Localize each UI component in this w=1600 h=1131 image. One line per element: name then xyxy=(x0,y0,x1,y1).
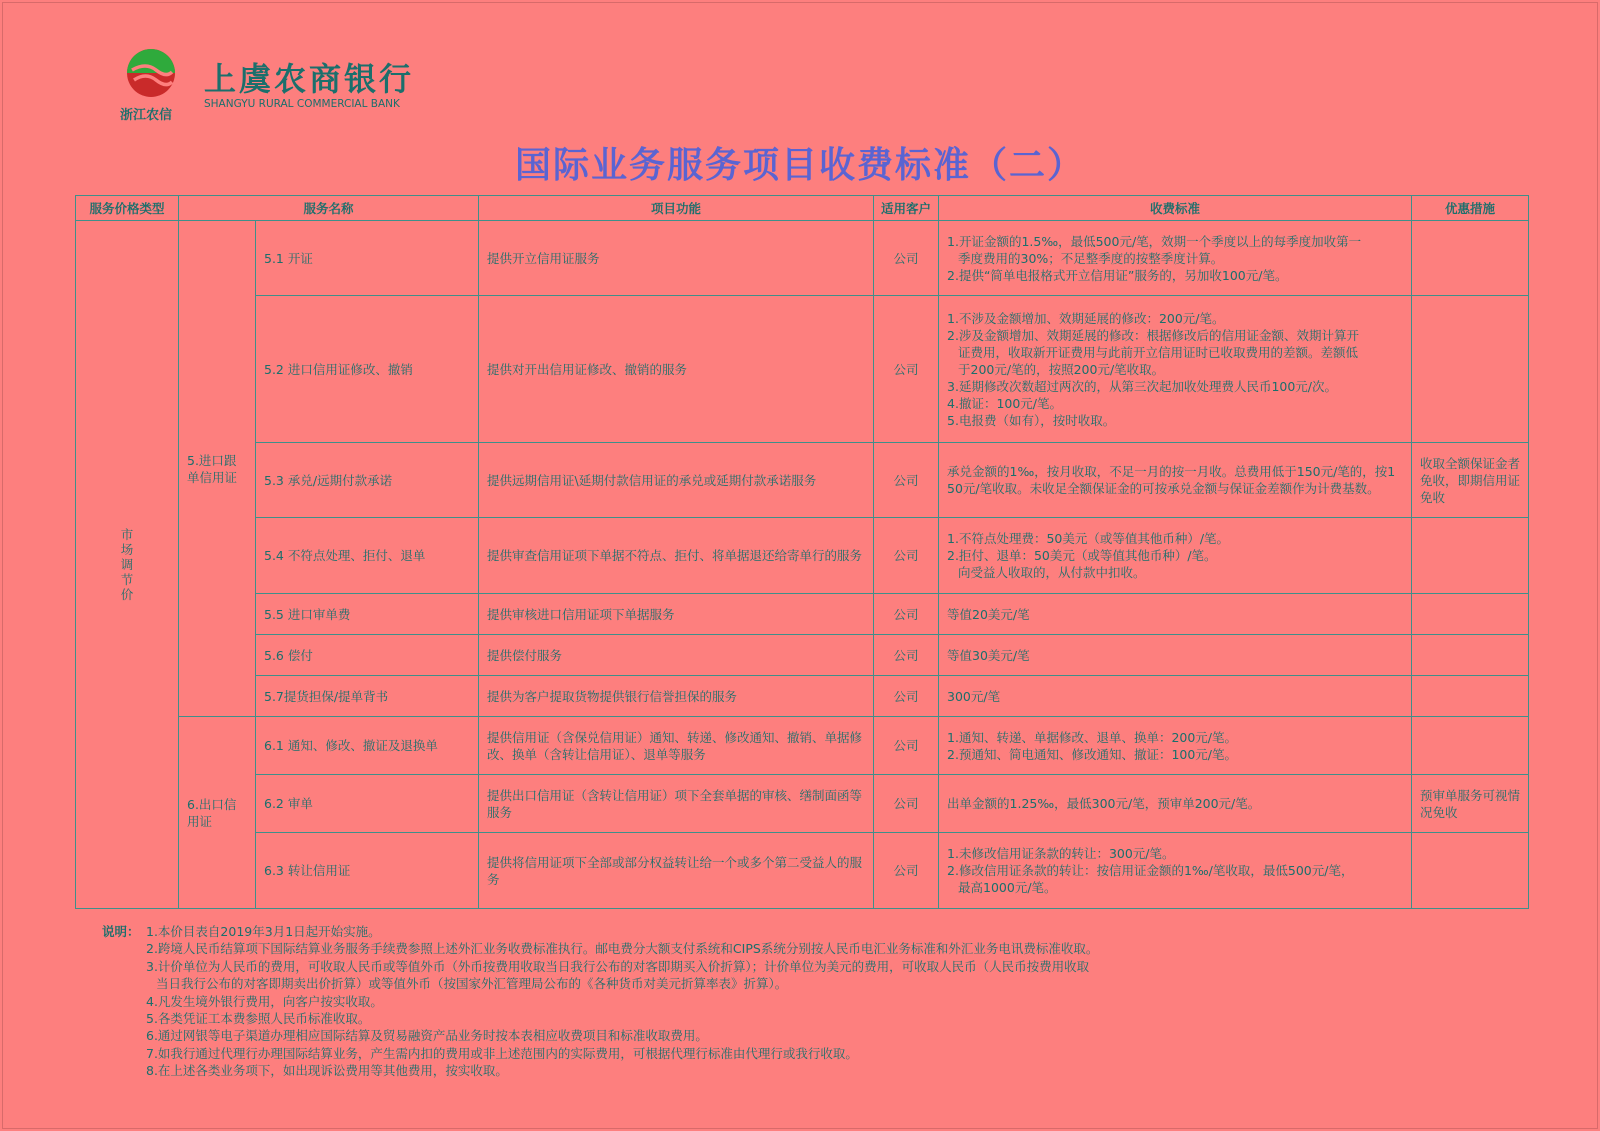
notes-label xyxy=(102,993,146,1010)
header-service-name: 服务名称 xyxy=(179,196,479,221)
table-header-row xyxy=(76,196,1529,221)
note-text: 5.各类凭证工本费参照人民币标准收取。 xyxy=(146,1011,371,1027)
customer-cell: 公司 xyxy=(874,635,939,676)
table-row xyxy=(76,833,1529,909)
note-item xyxy=(102,923,1522,940)
fee-line: 300元/笔 xyxy=(947,688,1001,704)
fee-line: 2.拒付、退单：50美元（或等值其他币种）/笔。 xyxy=(947,548,1217,563)
fee-line: 1.不符点处理费：50美元（或等值其他币种）/笔。 xyxy=(947,531,1230,546)
fee-cell xyxy=(939,221,1412,296)
note-item xyxy=(102,1062,1522,1079)
header-price-type: 服务价格类型 xyxy=(76,196,179,221)
notes-label xyxy=(102,1010,146,1027)
function-cell: 提供为客户提取货物提供银行信誉担保的服务 xyxy=(479,676,874,717)
page-title: 国际业务服务项目收费标准（二） xyxy=(514,144,1085,186)
fee-line: 证费用，收取新开证费用与此前开立信用证时已收取费用的差额。差额低 xyxy=(958,344,1359,360)
fee-cell xyxy=(939,833,1412,909)
fee-line: 等值30美元/笔 xyxy=(947,647,1030,663)
fee-line: 2.提供“简单电报格式开立信用证”服务的，另加收100元/笔。 xyxy=(947,267,1288,283)
notes-label xyxy=(102,975,146,992)
table-row xyxy=(76,594,1529,635)
fee-cell xyxy=(939,296,1412,443)
function-cell: 提供远期信用证\延期付款信用证的承兑或延期付款承诺服务 xyxy=(479,443,874,518)
function-cell: 提供出口信用证（含转让信用证）项下全套单据的审核、缮制面函等服务 xyxy=(479,775,874,833)
table-row xyxy=(76,518,1529,594)
function-cell: 提供审查信用证项下单据不符点、拒付、将单据退还给寄单行的服务 xyxy=(479,518,874,594)
header-discount: 优惠措施 xyxy=(1412,196,1529,221)
fee-line: 1.未修改信用证条款的转让：300元/笔。 xyxy=(947,846,1175,861)
fee-cell xyxy=(939,635,1412,676)
fee-line: 最高1000元/笔。 xyxy=(958,880,1057,895)
discount-cell xyxy=(1412,833,1529,909)
note-text: 7.如我行通过代理行办理国际结算业务，产生需内扣的费用或非上述范围内的实际费用，可根据代理行标准由代理行或我行收取。 xyxy=(146,1045,858,1061)
fee-line: 出单金额的1.25‰，最低300元/笔，预审单200元/笔。 xyxy=(947,796,1261,811)
fee-line: 等值20美元/笔 xyxy=(947,606,1030,622)
note-item xyxy=(102,940,1522,957)
note-item xyxy=(102,1027,1522,1044)
service-group-cell: 5.进口跟单信用证 xyxy=(179,221,256,717)
service-name-cell: 5.1 开证 xyxy=(256,221,479,296)
fee-line: 向受益人收取的，从付款中扣收。 xyxy=(958,565,1146,580)
fee-table xyxy=(75,195,1529,909)
bank-name-cn: 上虞农商银行 xyxy=(204,60,415,98)
note-text: 6.通过网银等电子渠道办理相应国际结算及贸易融资产品业务时按本表相应收费项目和标准收取费用。 xyxy=(146,1028,708,1044)
note-text: 1.本价目表自2019年3月1日起开始实施。 xyxy=(146,924,381,939)
fee-line: 1.通知、转递、单据修改、退单、换单：200元/笔。 xyxy=(947,729,1238,745)
fee-cell xyxy=(939,775,1412,833)
service-name-cell: 5.6 偿付 xyxy=(256,635,479,676)
fee-line: 4.撤证：100元/笔。 xyxy=(947,395,1063,411)
fee-table-body xyxy=(76,221,1529,909)
service-name-cell: 6.1 通知、修改、撤证及退换单 xyxy=(256,717,479,775)
note-item xyxy=(102,993,1522,1010)
note-text: 8.在上述各类业务项下，如出现诉讼费用等其他费用，按实收取。 xyxy=(146,1063,508,1079)
function-cell: 提供审核进口信用证项下单据服务 xyxy=(479,594,874,635)
customer-cell: 公司 xyxy=(874,296,939,443)
service-name-cell: 5.2 进口信用证修改、撤销 xyxy=(256,296,479,443)
fee-line: 2.涉及金额增加、效期延展的修改：根据修改后的信用证金额、效期计算开 xyxy=(947,327,1359,343)
logo-caption: 浙江农信 xyxy=(120,108,173,123)
discount-cell xyxy=(1412,676,1529,717)
service-name-cell: 5.7提货担保/提单背书 xyxy=(256,676,479,717)
function-cell: 提供将信用证项下全部或部分权益转让给一个或多个第二受益人的服务 xyxy=(479,833,874,909)
customer-cell: 公司 xyxy=(874,676,939,717)
service-name-cell: 6.3 转让信用证 xyxy=(256,833,479,909)
service-name-cell: 5.5 进口审单费 xyxy=(256,594,479,635)
fee-cell xyxy=(939,443,1412,518)
fee-line: 3.延期修改次数超过两次的，从第三次起加收处理费人民币100元/次。 xyxy=(947,378,1338,394)
customer-cell: 公司 xyxy=(874,518,939,594)
bank-name-en: SHANGYU RURAL COMMERCIAL BANK xyxy=(204,98,400,110)
table-row xyxy=(76,443,1529,518)
function-cell: 提供信用证（含保兑信用证）通知、转递、修改通知、撤销、单据修改、换单（含转让信用证）、退单等服务 xyxy=(479,717,874,775)
note-text: 当日我行公布的对客即期卖出价折算）或等值外币（按国家外汇管理局公布的《各种货币对美元折算率表》折算）。 xyxy=(156,976,788,992)
header-function: 项目功能 xyxy=(479,196,874,221)
function-cell: 提供对开出信用证修改、撤销的服务 xyxy=(479,296,874,443)
notes-section xyxy=(102,923,1522,1080)
fee-cell xyxy=(939,518,1412,594)
service-group-cell: 6.出口信用证 xyxy=(179,717,256,909)
notes-label: 说明： xyxy=(102,924,140,939)
fee-line: 1.开证金额的1.5‰，最低500元/笔，效期一个季度以上的每季度加收第一 xyxy=(947,233,1362,249)
header-customer: 适用客户 xyxy=(874,196,939,221)
fee-line: 5.电报费（如有），按时收取。 xyxy=(947,412,1116,428)
note-text: 4.凡发生境外银行费用，向客户按实收取。 xyxy=(146,993,383,1009)
fee-line: 于200元/笔的，按照200元/笔收取。 xyxy=(958,361,1165,377)
customer-cell: 公司 xyxy=(874,594,939,635)
service-name-cell: 5.4 不符点处理、拒付、退单 xyxy=(256,518,479,594)
fee-cell xyxy=(939,717,1412,775)
discount-cell xyxy=(1412,635,1529,676)
discount-cell xyxy=(1412,518,1529,594)
note-item xyxy=(102,1045,1522,1062)
note-item xyxy=(102,975,1522,992)
note-item xyxy=(102,958,1522,975)
table-row xyxy=(76,635,1529,676)
notes-label xyxy=(102,1045,146,1062)
note-text: 3.计价单位为人民币的费用，可收取人民币或等值外币（外币按费用收取当日我行公布的对客即期买入价折算）；计价单位为美元的费用，可收取人民币（人民币按费用收取 xyxy=(146,958,1090,974)
note-text: 2.跨境人民币结算项下国际结算业务服务手续费参照上述外汇业务收费标准执行。邮电费分大额支付系统和CIPS系统分别按人民币电汇业务标准和外汇业务电讯费标准收取。 xyxy=(146,941,1099,957)
table-row xyxy=(76,775,1529,833)
price-type-cell xyxy=(76,221,179,909)
fee-line: 1.不涉及金额增加、效期延展的修改：200元/笔。 xyxy=(947,310,1225,326)
table-row xyxy=(76,221,1529,296)
fee-line: 季度费用的30%；不足整季度的按整季度计算。 xyxy=(958,250,1224,266)
notes-label xyxy=(102,940,146,957)
notes-label xyxy=(102,958,146,975)
notes-label xyxy=(102,1027,146,1044)
customer-cell: 公司 xyxy=(874,717,939,775)
fee-line: 2.修改信用证条款的转让：按信用证金额的1‰/笔收取，最低500元/笔， xyxy=(947,863,1354,878)
fee-line: 承兑金额的1‰，按月收取，不足一月的按一月收。总费用低于150元/笔的，按150元/笔收取。未收足全额保证金的可按承兑金额与保证金差额作为计费基数。 xyxy=(947,464,1396,496)
table-row xyxy=(76,717,1529,775)
logo-mark-icon xyxy=(126,48,176,98)
discount-cell xyxy=(1412,296,1529,443)
fee-line: 2.预通知、简电通知、修改通知、撤证：100元/笔。 xyxy=(947,746,1238,762)
header-fee: 收费标准 xyxy=(939,196,1412,221)
discount-cell: 预审单服务可视情况免收 xyxy=(1412,775,1529,833)
discount-cell: 收取全额保证金者免收，即期信用证免收 xyxy=(1412,443,1529,518)
discount-cell xyxy=(1412,717,1529,775)
customer-cell: 公司 xyxy=(874,221,939,296)
customer-cell: 公司 xyxy=(874,833,939,909)
function-cell: 提供偿付服务 xyxy=(479,635,874,676)
customer-cell: 公司 xyxy=(874,443,939,518)
note-item xyxy=(102,1010,1522,1027)
fee-cell xyxy=(939,676,1412,717)
table-row xyxy=(76,676,1529,717)
fee-cell xyxy=(939,594,1412,635)
discount-cell xyxy=(1412,594,1529,635)
service-name-cell: 5.3 承兑/远期付款承诺 xyxy=(256,443,479,518)
customer-cell: 公司 xyxy=(874,775,939,833)
table-row xyxy=(76,296,1529,443)
service-name-cell: 6.2 审单 xyxy=(256,775,479,833)
price-type-label: 市场调节价 xyxy=(120,526,134,602)
function-cell: 提供开立信用证服务 xyxy=(479,221,874,296)
discount-cell xyxy=(1412,221,1529,296)
notes-label xyxy=(102,1062,146,1079)
